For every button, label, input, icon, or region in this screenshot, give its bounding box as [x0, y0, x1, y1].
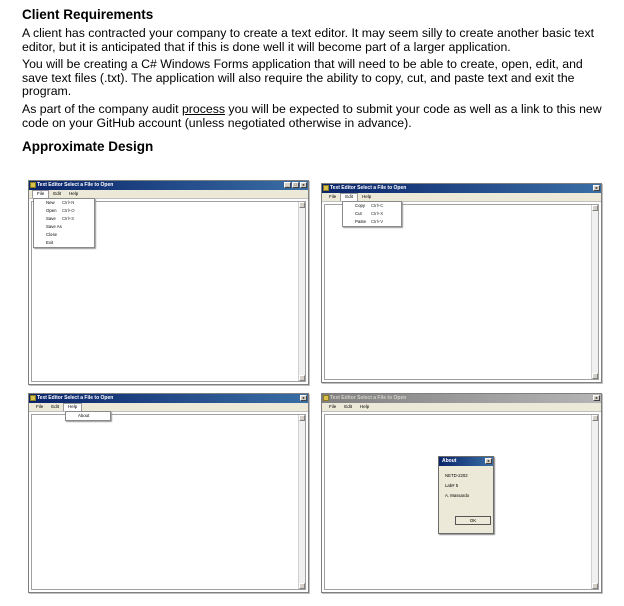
mockup-help-menu-window: [28, 393, 309, 593]
menu-edit: Edit: [344, 404, 353, 409]
close-icon: x: [593, 395, 600, 401]
scroll-up-icon: [592, 205, 598, 211]
mockup-text-area: [31, 414, 306, 590]
mockup-window-title: Text Editor Select a File to Open: [330, 395, 407, 401]
notepad-icon: [323, 185, 329, 191]
edit-menu-copy: Copy Ctrl+C: [355, 203, 384, 208]
about-titlebar: [439, 457, 493, 466]
file-dropdown: [33, 198, 95, 248]
minimize-icon: _: [284, 182, 291, 188]
mockup-window-title: Text Editor Select a File to Open: [37, 182, 114, 188]
section-heading-approximate-design: Approximate Design: [22, 139, 154, 155]
mockup-file-menu-window: [28, 180, 309, 385]
paragraph-contract: A client has contracted your company to create a text editor. It may seem silly to create another basic text editor, but it is anticipated that if this is done well it will become part of a larger application.: [22, 26, 595, 54]
file-menu-save: Save Ctrl+S: [46, 216, 75, 221]
menu-edit: Edit: [53, 191, 62, 196]
paragraph-audit-underlined: process: [181, 101, 226, 116]
mockup-window-title: Text Editor Select a File to Open: [37, 395, 114, 401]
mockup-titlebar: [322, 184, 601, 193]
scroll-down-icon: [592, 373, 598, 379]
mockup-scrollbar: [298, 202, 305, 381]
menu-file: File: [32, 190, 49, 198]
scroll-up-icon: [299, 415, 305, 421]
section-heading-client-requirements: Client Requirements: [22, 7, 154, 22]
about-lab-number: Lab# 5: [445, 483, 459, 488]
help-menu-about: About: [78, 413, 90, 418]
about-ok-button: OK: [455, 516, 491, 525]
mockup-titlebar: [29, 181, 308, 190]
mockup-scrollbar: [298, 415, 305, 589]
menu-edit: Edit: [51, 404, 60, 409]
mockup-titlebar: [29, 394, 308, 403]
mockup-window-title: Text Editor Select a File to Open: [330, 185, 407, 191]
menu-help: Help: [360, 404, 370, 409]
mockup-scrollbar: [591, 205, 598, 379]
file-menu-exit: Exit: [46, 240, 54, 245]
close-icon: x: [300, 182, 307, 188]
file-menu-open: Open Ctrl+O: [46, 208, 75, 213]
mockup-edit-menu-window: [321, 183, 602, 383]
mockup-titlebar: [322, 394, 601, 403]
scroll-up-icon: [592, 415, 598, 421]
close-icon: x: [485, 458, 492, 464]
maximize-icon: □: [292, 182, 299, 188]
paragraph-audit-part1: As part of the company audit: [22, 101, 182, 116]
close-icon: x: [593, 185, 600, 191]
mockup-scrollbar: [591, 415, 598, 589]
about-author: A. Massardo: [445, 493, 470, 498]
paragraph-application: You will be creating a C# Windows Forms application that will need to be able to create, open, edit, and save text files (.txt). The application will also require the ability to copy, cut, and paste text and exit the program.: [22, 57, 583, 99]
menu-file: File: [329, 194, 337, 199]
mockup-text-area: [324, 204, 599, 380]
paragraph-audit-part2: you will be expected to submit your code as well as a link to this new code on your GitHub account (unless negotiated otherwise in advance).: [22, 101, 602, 130]
edit-menu-cut: Cut Ctrl+X: [355, 211, 384, 216]
menu-help: Help: [63, 403, 82, 411]
menu-file: File: [36, 404, 44, 409]
scroll-down-icon: [299, 583, 305, 589]
close-icon: x: [300, 395, 307, 401]
scroll-down-icon: [592, 583, 598, 589]
menu-edit: Edit: [340, 193, 358, 201]
mockup-about-window: [321, 393, 602, 593]
edit-dropdown: [342, 201, 402, 227]
file-menu-new: New Ctrl+N: [46, 200, 75, 205]
paragraph-audit: [22, 103, 612, 130]
file-menu-close: Close: [46, 232, 57, 237]
file-menu-save-as: Save As: [46, 224, 62, 229]
notepad-icon: [30, 395, 36, 401]
scroll-up-icon: [299, 202, 305, 208]
menu-file: File: [329, 404, 337, 409]
menu-help: Help: [362, 194, 372, 199]
menu-help: Help: [69, 191, 79, 196]
notepad-icon: [323, 395, 329, 401]
edit-menu-paste: Paste Ctrl+V: [355, 219, 384, 224]
document: [22, 6, 612, 159]
scroll-down-icon: [299, 375, 305, 381]
help-dropdown: [65, 411, 111, 421]
about-dialog: [438, 456, 494, 534]
about-course-code: NETD-2202: [445, 473, 468, 478]
notepad-icon: [30, 182, 36, 188]
about-title: About: [442, 458, 457, 464]
mockup-menubar: [322, 403, 601, 412]
